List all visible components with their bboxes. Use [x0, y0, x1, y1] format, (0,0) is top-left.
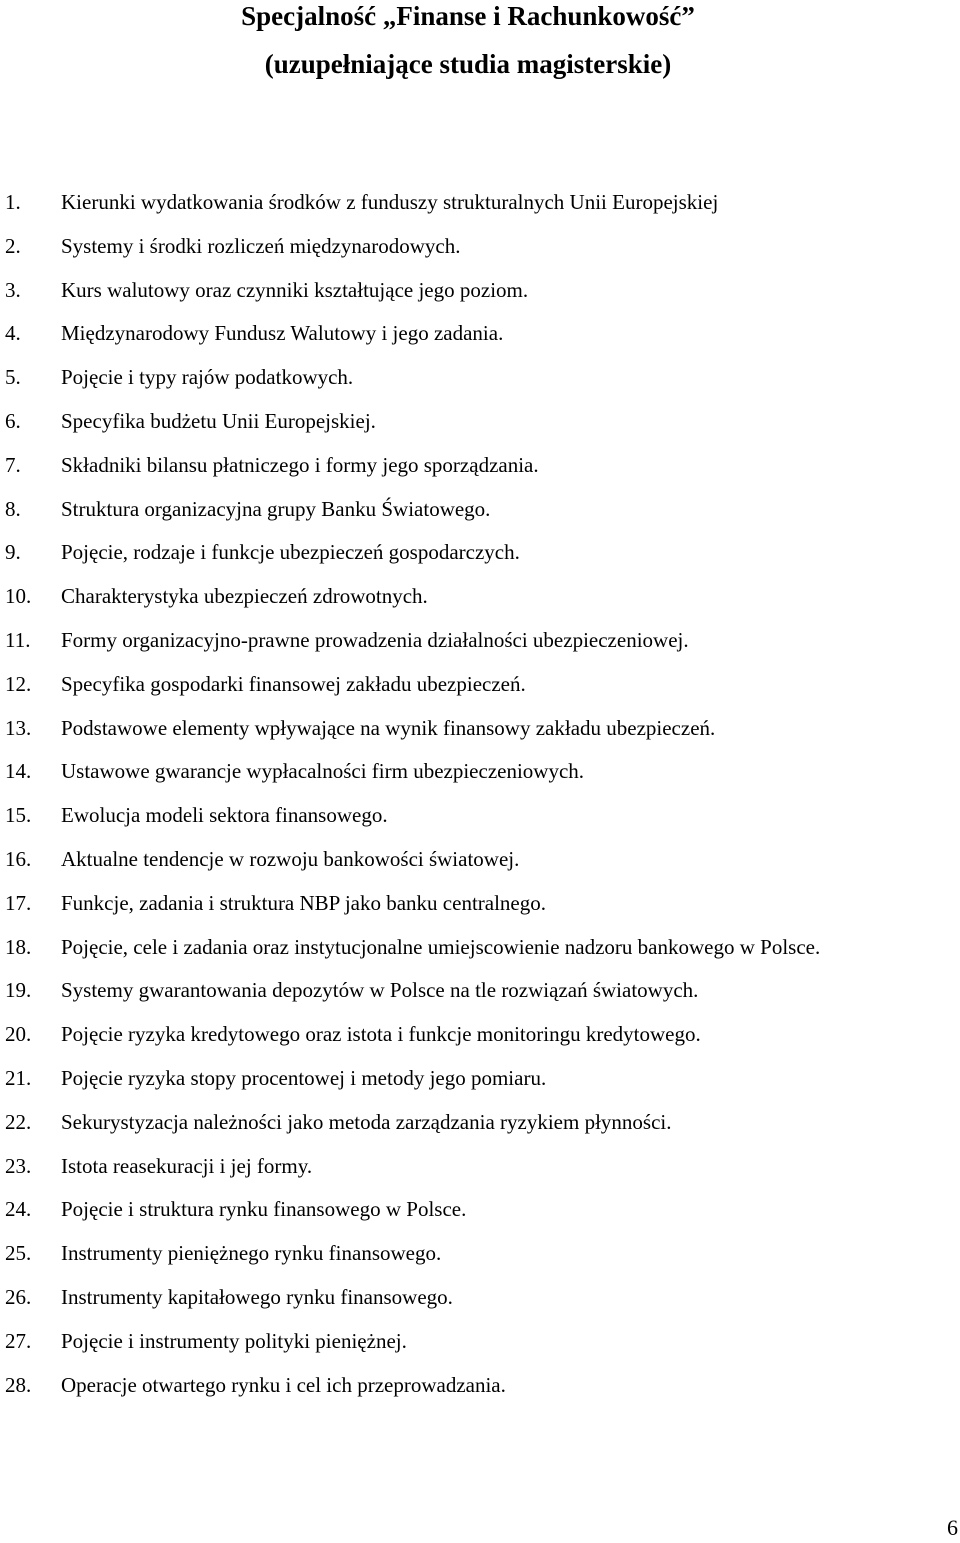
item-number: 24. — [5, 1197, 32, 1222]
item-number: 4. — [5, 321, 21, 346]
item-number: 7. — [5, 452, 21, 477]
item-text: Struktura organizacyjna grupy Banku Światowego. — [61, 496, 491, 521]
list-item — [0, 1057, 960, 1101]
list-item — [0, 926, 960, 970]
item-text: Specyfika budżetu Unii Europejskiej. — [61, 408, 376, 433]
list-item — [0, 794, 960, 838]
item-number: 15. — [5, 803, 32, 828]
list-item — [0, 663, 960, 707]
item-text: Kierunki wydatkowania środków z funduszy strukturalnych Unii Europejskiej — [61, 190, 719, 214]
list-item — [0, 969, 960, 1013]
list-item — [0, 1101, 960, 1145]
list-item — [0, 531, 960, 575]
item-text: Pojęcie ryzyka stopy procentowej i metody jego pomiaru. — [61, 1065, 547, 1090]
item-text: Pojęcie i instrumenty polityki pieniężnej. — [61, 1328, 407, 1353]
item-text: Systemy i środki rozliczeń międzynarodowych. — [61, 233, 461, 258]
item-number: 9. — [5, 540, 21, 565]
item-text: Pojęcie ryzyka kredytowego oraz istota i funkcje monitoringu kredytowego. — [61, 1022, 701, 1047]
item-text: Kurs walutowy oraz czynniki kształtujące jego poziom. — [61, 277, 529, 302]
topic-list — [0, 181, 960, 1407]
list-item — [0, 882, 960, 926]
title-line-2: (uzupełniające studia magisterskie) — [264, 49, 672, 79]
item-number: 21. — [5, 1065, 32, 1090]
item-text: Składniki bilansu płatniczego i formy jego sporządzania. — [61, 452, 539, 477]
item-number: 2. — [5, 233, 21, 258]
item-number: 10. — [5, 584, 32, 609]
item-number: 25. — [5, 1241, 32, 1266]
item-text: Specyfika gospodarki finansowej zakładu ubezpieczeń. — [61, 671, 526, 696]
item-text: Instrumenty kapitałowego rynku finansowego. — [61, 1284, 453, 1309]
list-item — [0, 1232, 960, 1276]
list-item — [0, 181, 960, 225]
list-item — [0, 707, 960, 751]
list-item — [0, 1145, 960, 1189]
item-number: 18. — [5, 934, 32, 959]
item-text: Sekurystyzacja należności jako metoda zarządzania ryzykiem płynności. — [61, 1109, 672, 1134]
item-number: 13. — [5, 715, 32, 740]
list-item — [0, 225, 960, 269]
item-number: 17. — [5, 890, 32, 915]
list-item — [0, 488, 960, 532]
list-item — [0, 1364, 960, 1408]
item-text: Instrumenty pieniężnego rynku finansowego. — [61, 1241, 442, 1266]
item-number: 12. — [5, 671, 32, 696]
list-item — [0, 1013, 960, 1057]
item-text: Ustawowe gwarancje wypłacalności firm ubezpieczeniowych. — [61, 759, 585, 784]
item-number: 20. — [5, 1022, 32, 1047]
list-item — [0, 1276, 960, 1320]
item-number: 19. — [5, 978, 32, 1003]
item-number: 16. — [5, 846, 32, 871]
item-text: Międzynarodowy Fundusz Walutowy i jego zadania. — [61, 321, 504, 346]
item-number: 3. — [5, 277, 21, 302]
item-text: Pojęcie, rodzaje i funkcje ubezpieczeń gospodarczych. — [61, 540, 520, 565]
item-text: Pojęcie i typy rajów podatkowych. — [61, 365, 354, 390]
item-text: Istota reasekuracji i jej formy. — [61, 1153, 313, 1178]
item-number: 11. — [5, 627, 31, 652]
item-number: 23. — [5, 1153, 32, 1178]
item-text: Formy organizacyjno-prawne prowadzenia działalności ubezpieczeniowej. — [61, 627, 689, 652]
list-item — [0, 838, 960, 882]
list-item — [0, 750, 960, 794]
item-text: Charakterystyka ubezpieczeń zdrowotnych. — [61, 584, 428, 609]
item-number: 28. — [5, 1372, 32, 1397]
list-item — [0, 269, 960, 313]
page-number: 6 — [947, 1515, 958, 1540]
item-number: 27. — [5, 1328, 32, 1353]
list-item — [0, 1320, 960, 1364]
item-number: 8. — [5, 496, 21, 521]
list-item — [0, 444, 960, 488]
list-item — [0, 1188, 960, 1232]
list-item — [0, 356, 960, 400]
list-item — [0, 312, 960, 356]
item-text: Funkcje, zadania i struktura NBP jako banku centralnego. — [61, 890, 546, 915]
item-text: Aktualne tendencje w rozwoju bankowości światowej. — [61, 846, 520, 871]
item-text: Podstawowe elementy wpływające na wynik finansowy zakładu ubezpieczeń. — [61, 715, 716, 740]
item-text: Systemy gwarantowania depozytów w Polsce na tle rozwiązań światowych. — [61, 978, 699, 1003]
item-number: 1. — [5, 190, 21, 214]
item-number: 6. — [5, 408, 21, 433]
item-number: 5. — [5, 365, 21, 390]
list-item — [0, 619, 960, 663]
title-line-1: Specjalność „Finanse i Rachunkowość” — [241, 1, 695, 31]
item-text: Ewolucja modeli sektora finansowego. — [61, 803, 388, 828]
item-number: 22. — [5, 1109, 32, 1134]
item-text: Pojęcie, cele i zadania oraz instytucjonalne umiejscowienie nadzoru bankowego w Polsce. — [61, 934, 821, 959]
item-number: 26. — [5, 1284, 32, 1309]
list-item — [0, 575, 960, 619]
item-text: Operacje otwartego rynku i cel ich przeprowadzania. — [61, 1372, 506, 1397]
item-text: Pojęcie i struktura rynku finansowego w Polsce. — [61, 1197, 467, 1222]
list-item — [0, 400, 960, 444]
item-number: 14. — [5, 759, 32, 784]
